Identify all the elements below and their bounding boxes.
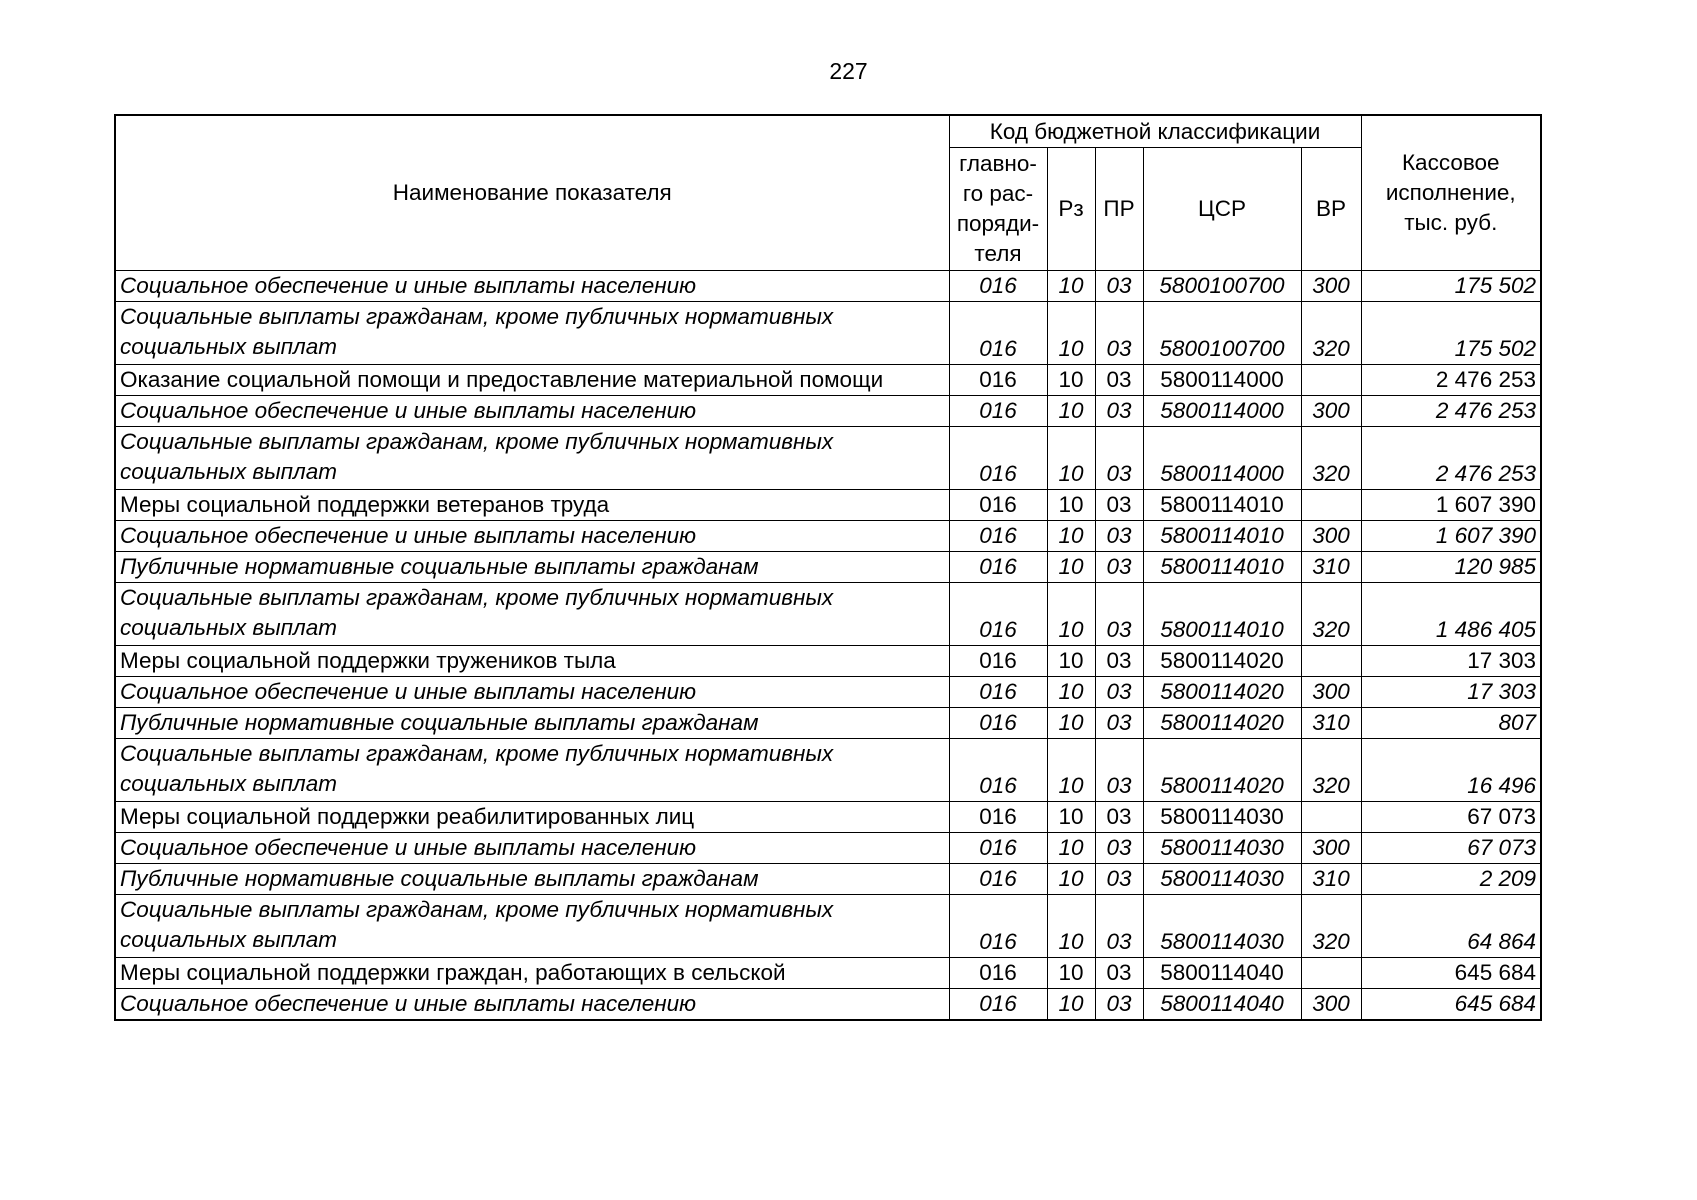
cell-rz: 10 bbox=[1047, 989, 1095, 1021]
cell-name: Оказание социальной помощи и предоставление материальной помощи bbox=[115, 365, 949, 396]
cell-rz: 10 bbox=[1047, 521, 1095, 552]
cell-pr: 03 bbox=[1095, 895, 1143, 958]
cell-amount: 16 496 bbox=[1361, 739, 1541, 802]
cell-glav: 016 bbox=[949, 552, 1047, 583]
cell-amount: 64 864 bbox=[1361, 895, 1541, 958]
cell-glav: 016 bbox=[949, 271, 1047, 302]
cell-rz: 10 bbox=[1047, 583, 1095, 646]
cell-amount: 2 476 253 bbox=[1361, 396, 1541, 427]
cell-pr: 03 bbox=[1095, 989, 1143, 1021]
cell-vr: 300 bbox=[1301, 833, 1361, 864]
cell-pr: 03 bbox=[1095, 521, 1143, 552]
cell-vr: 320 bbox=[1301, 739, 1361, 802]
cell-csr: 5800114010 bbox=[1143, 521, 1301, 552]
cell-pr: 03 bbox=[1095, 271, 1143, 302]
table-row bbox=[115, 646, 1541, 677]
cell-rz: 10 bbox=[1047, 708, 1095, 739]
cell-pr: 03 bbox=[1095, 552, 1143, 583]
table-row bbox=[115, 427, 1541, 490]
cell-csr: 5800114010 bbox=[1143, 583, 1301, 646]
cell-name: Социальное обеспечение и иные выплаты населению bbox=[115, 989, 949, 1021]
cell-vr: 300 bbox=[1301, 677, 1361, 708]
cell-glav: 016 bbox=[949, 490, 1047, 521]
cell-csr: 5800114000 bbox=[1143, 396, 1301, 427]
cell-csr: 5800100700 bbox=[1143, 271, 1301, 302]
cell-amount: 17 303 bbox=[1361, 677, 1541, 708]
cell-csr: 5800114010 bbox=[1143, 490, 1301, 521]
cell-amount: 1 607 390 bbox=[1361, 490, 1541, 521]
cell-pr: 03 bbox=[1095, 739, 1143, 802]
cell-name: Социальное обеспечение и иные выплаты населению bbox=[115, 396, 949, 427]
cell-pr: 03 bbox=[1095, 427, 1143, 490]
cell-amount: 1 486 405 bbox=[1361, 583, 1541, 646]
cell-amount: 2 476 253 bbox=[1361, 427, 1541, 490]
cell-amount: 2 476 253 bbox=[1361, 365, 1541, 396]
table-row bbox=[115, 302, 1541, 365]
cell-csr: 5800114020 bbox=[1143, 677, 1301, 708]
table-row bbox=[115, 864, 1541, 895]
cell-glav: 016 bbox=[949, 396, 1047, 427]
cell-vr: 300 bbox=[1301, 989, 1361, 1021]
cell-vr: 320 bbox=[1301, 427, 1361, 490]
cell-vr: 300 bbox=[1301, 271, 1361, 302]
table-row bbox=[115, 271, 1541, 302]
cell-name: Социальное обеспечение и иные выплаты населению bbox=[115, 521, 949, 552]
cell-rz: 10 bbox=[1047, 833, 1095, 864]
cell-rz: 10 bbox=[1047, 958, 1095, 989]
cell-glav: 016 bbox=[949, 989, 1047, 1021]
cell-rz: 10 bbox=[1047, 552, 1095, 583]
cell-rz: 10 bbox=[1047, 739, 1095, 802]
cell-vr: 300 bbox=[1301, 396, 1361, 427]
table-row bbox=[115, 895, 1541, 958]
cell-vr: 320 bbox=[1301, 302, 1361, 365]
cell-amount: 807 bbox=[1361, 708, 1541, 739]
cell-name: Социальное обеспечение и иные выплаты населению bbox=[115, 677, 949, 708]
cell-name: Социальные выплаты гражданам, кроме публичных нормативных социальных выплат bbox=[115, 427, 949, 490]
table-row bbox=[115, 958, 1541, 989]
cell-rz: 10 bbox=[1047, 427, 1095, 490]
header-glavnogo: главно-го рас-поряди-теля bbox=[949, 148, 1047, 271]
cell-glav: 016 bbox=[949, 677, 1047, 708]
table-row bbox=[115, 552, 1541, 583]
cell-glav: 016 bbox=[949, 739, 1047, 802]
cell-csr: 5800114030 bbox=[1143, 802, 1301, 833]
cell-name: Социальные выплаты гражданам, кроме публичных нормативных социальных выплат bbox=[115, 583, 949, 646]
cell-csr: 5800114020 bbox=[1143, 739, 1301, 802]
cell-glav: 016 bbox=[949, 802, 1047, 833]
cell-vr: 320 bbox=[1301, 583, 1361, 646]
cell-glav: 016 bbox=[949, 583, 1047, 646]
cell-pr: 03 bbox=[1095, 958, 1143, 989]
cell-rz: 10 bbox=[1047, 365, 1095, 396]
cell-glav: 016 bbox=[949, 646, 1047, 677]
cell-glav: 016 bbox=[949, 864, 1047, 895]
cell-vr bbox=[1301, 958, 1361, 989]
cell-amount: 2 209 bbox=[1361, 864, 1541, 895]
cell-glav: 016 bbox=[949, 521, 1047, 552]
table-row bbox=[115, 490, 1541, 521]
cell-amount: 645 684 bbox=[1361, 989, 1541, 1021]
table-row bbox=[115, 989, 1541, 1021]
cell-glav: 016 bbox=[949, 833, 1047, 864]
header-pr: ПР bbox=[1095, 148, 1143, 271]
cell-amount: 67 073 bbox=[1361, 802, 1541, 833]
cell-pr: 03 bbox=[1095, 864, 1143, 895]
cell-rz: 10 bbox=[1047, 646, 1095, 677]
cell-vr bbox=[1301, 802, 1361, 833]
cell-glav: 016 bbox=[949, 708, 1047, 739]
cell-pr: 03 bbox=[1095, 677, 1143, 708]
cell-amount: 645 684 bbox=[1361, 958, 1541, 989]
cell-pr: 03 bbox=[1095, 708, 1143, 739]
cell-rz: 10 bbox=[1047, 802, 1095, 833]
cell-glav: 016 bbox=[949, 895, 1047, 958]
cell-rz: 10 bbox=[1047, 302, 1095, 365]
cell-vr: 310 bbox=[1301, 864, 1361, 895]
cell-pr: 03 bbox=[1095, 302, 1143, 365]
cell-vr bbox=[1301, 490, 1361, 521]
cell-csr: 5800114030 bbox=[1143, 833, 1301, 864]
table-row bbox=[115, 583, 1541, 646]
table-row bbox=[115, 708, 1541, 739]
cell-name: Социальное обеспечение и иные выплаты населению bbox=[115, 833, 949, 864]
cell-name: Меры социальной поддержки тружеников тыла bbox=[115, 646, 949, 677]
cell-name: Социальные выплаты гражданам, кроме публичных нормативных социальных выплат bbox=[115, 895, 949, 958]
cell-name: Публичные нормативные социальные выплаты гражданам bbox=[115, 552, 949, 583]
cell-rz: 10 bbox=[1047, 396, 1095, 427]
cell-amount: 120 985 bbox=[1361, 552, 1541, 583]
header-csr: ЦСР bbox=[1143, 148, 1301, 271]
header-name: Наименование показателя bbox=[115, 115, 949, 271]
cell-name: Меры социальной поддержки реабилитированных лиц bbox=[115, 802, 949, 833]
cell-vr: 310 bbox=[1301, 708, 1361, 739]
cell-csr: 5800114000 bbox=[1143, 427, 1301, 490]
header-amount: Кассовое исполнение, тыс. руб. bbox=[1361, 115, 1541, 271]
cell-vr: 300 bbox=[1301, 521, 1361, 552]
cell-name: Публичные нормативные социальные выплаты гражданам bbox=[115, 864, 949, 895]
cell-csr: 5800100700 bbox=[1143, 302, 1301, 365]
cell-rz: 10 bbox=[1047, 864, 1095, 895]
table-row bbox=[115, 739, 1541, 802]
cell-name: Меры социальной поддержки граждан, работающих в сельской bbox=[115, 958, 949, 989]
cell-pr: 03 bbox=[1095, 490, 1143, 521]
budget-table bbox=[114, 114, 1542, 1021]
cell-name: Социальные выплаты гражданам, кроме публичных нормативных социальных выплат bbox=[115, 739, 949, 802]
cell-csr: 5800114000 bbox=[1143, 365, 1301, 396]
cell-pr: 03 bbox=[1095, 396, 1143, 427]
cell-rz: 10 bbox=[1047, 490, 1095, 521]
table-row bbox=[115, 521, 1541, 552]
cell-csr: 5800114010 bbox=[1143, 552, 1301, 583]
cell-vr bbox=[1301, 646, 1361, 677]
cell-name: Публичные нормативные социальные выплаты гражданам bbox=[115, 708, 949, 739]
table-row bbox=[115, 677, 1541, 708]
cell-glav: 016 bbox=[949, 427, 1047, 490]
header-budget-code-group: Код бюджетной классификации bbox=[949, 115, 1361, 148]
table-row bbox=[115, 396, 1541, 427]
cell-csr: 5800114020 bbox=[1143, 646, 1301, 677]
cell-amount: 17 303 bbox=[1361, 646, 1541, 677]
cell-pr: 03 bbox=[1095, 583, 1143, 646]
cell-pr: 03 bbox=[1095, 802, 1143, 833]
cell-rz: 10 bbox=[1047, 271, 1095, 302]
cell-rz: 10 bbox=[1047, 677, 1095, 708]
cell-glav: 016 bbox=[949, 958, 1047, 989]
cell-rz: 10 bbox=[1047, 895, 1095, 958]
cell-pr: 03 bbox=[1095, 646, 1143, 677]
page-number: 227 bbox=[829, 58, 868, 84]
table-row bbox=[115, 802, 1541, 833]
table-body bbox=[115, 271, 1541, 1021]
cell-csr: 5800114030 bbox=[1143, 895, 1301, 958]
cell-glav: 016 bbox=[949, 365, 1047, 396]
cell-vr: 310 bbox=[1301, 552, 1361, 583]
cell-vr: 320 bbox=[1301, 895, 1361, 958]
cell-csr: 5800114040 bbox=[1143, 989, 1301, 1021]
cell-amount: 175 502 bbox=[1361, 271, 1541, 302]
table-row bbox=[115, 833, 1541, 864]
cell-amount: 67 073 bbox=[1361, 833, 1541, 864]
cell-amount: 1 607 390 bbox=[1361, 521, 1541, 552]
cell-vr bbox=[1301, 365, 1361, 396]
header-vr: ВР bbox=[1301, 148, 1361, 271]
cell-name: Социальные выплаты гражданам, кроме публичных нормативных социальных выплат bbox=[115, 302, 949, 365]
cell-name: Меры социальной поддержки ветеранов труда bbox=[115, 490, 949, 521]
table-row bbox=[115, 365, 1541, 396]
cell-amount: 175 502 bbox=[1361, 302, 1541, 365]
cell-csr: 5800114030 bbox=[1143, 864, 1301, 895]
cell-pr: 03 bbox=[1095, 833, 1143, 864]
cell-csr: 5800114040 bbox=[1143, 958, 1301, 989]
header-rz: Рз bbox=[1047, 148, 1095, 271]
cell-glav: 016 bbox=[949, 302, 1047, 365]
cell-pr: 03 bbox=[1095, 365, 1143, 396]
cell-name: Социальное обеспечение и иные выплаты населению bbox=[115, 271, 949, 302]
cell-csr: 5800114020 bbox=[1143, 708, 1301, 739]
